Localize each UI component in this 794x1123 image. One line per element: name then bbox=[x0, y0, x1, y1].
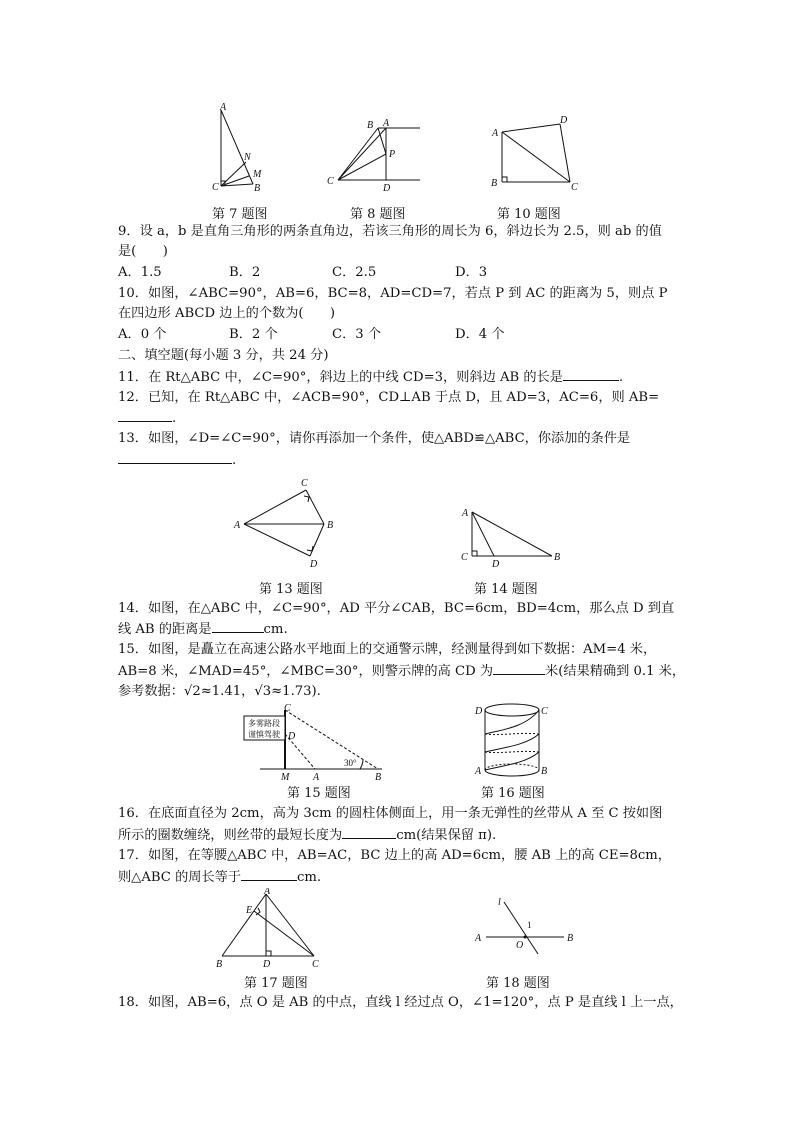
caption-figure-17: 第 17 题图 bbox=[244, 976, 308, 991]
q16-line2 bbox=[118, 826, 496, 845]
q10-option-d: D．4 个 bbox=[455, 327, 505, 342]
label-m: M bbox=[253, 169, 262, 180]
label-a: A bbox=[492, 128, 499, 139]
label-b: B bbox=[216, 959, 223, 970]
q12-answer-blank bbox=[118, 409, 172, 422]
q18-line1: 18．如图，AB=6，点 O 是 AB 的中点，直线 l 经过点 O，∠1=120°，点 P 是直线 l 上一点， bbox=[118, 995, 683, 1010]
label-b: B bbox=[367, 120, 374, 131]
q16-line1: 16．在底面直径为 2cm，高为 3cm 的圆柱体侧面上，用一条无弹性的丝带从 A 至 C 按如图 bbox=[118, 806, 663, 821]
q17-unit: cm. bbox=[297, 870, 322, 885]
q9-option-b: B．2 bbox=[229, 265, 261, 280]
label-d: D bbox=[263, 959, 271, 970]
q17-line2 bbox=[118, 868, 321, 887]
q15-line2 bbox=[118, 662, 685, 681]
label-l: l bbox=[498, 897, 501, 908]
label-b: B bbox=[541, 766, 548, 777]
q13-line2 bbox=[118, 451, 236, 470]
figure-8 bbox=[322, 114, 422, 194]
q15-text: AB=8 米，∠MAD=45°，∠MBC=30°，则警示牌的高 CD 为 bbox=[118, 664, 494, 679]
label-d: D bbox=[560, 115, 568, 126]
label-c: C bbox=[312, 959, 319, 970]
label-m: M bbox=[281, 772, 290, 782]
q9-option-a: A．1.5 bbox=[118, 265, 162, 280]
q11 bbox=[118, 368, 623, 387]
q15-line1: 15．如图，是矗立在高速公路水平地面上的交通警示牌，经测量得到如下数据：AM=4 米， bbox=[118, 642, 657, 657]
q14-line1: 14．如图，在△ABC 中，∠C=90°，AD 平分∠CAB，BC=6cm，BD=4cm，那么点 D 到直 bbox=[118, 601, 675, 616]
section-heading: 二、填空题(每小题 3 分，共 24 分) bbox=[118, 348, 329, 363]
label-b: B bbox=[554, 552, 561, 563]
label-a: A bbox=[462, 508, 469, 519]
figure-14 bbox=[456, 500, 576, 570]
label-o: O bbox=[516, 940, 524, 951]
figure-15 bbox=[240, 702, 390, 782]
label-a: A bbox=[475, 933, 482, 944]
label-b: B bbox=[375, 772, 382, 782]
figure-13 bbox=[228, 474, 348, 570]
label-n: N bbox=[244, 152, 251, 163]
q17-line1: 17．如图，在等腰△ABC 中，AB=AC，BC 边上的高 AD=6cm，腰 AB 上的高 CE=8cm， bbox=[118, 848, 671, 863]
figure-17 bbox=[208, 888, 332, 970]
q10-option-a: A．0 个 bbox=[118, 327, 167, 342]
label-angle-30: 30° bbox=[344, 758, 357, 768]
q11-text: 11．在 Rt△ABC 中，∠C=90°，斜边上的中线 CD=3，则斜边 AB 的长是 bbox=[118, 370, 563, 385]
label-d: D bbox=[492, 559, 500, 570]
caption-figure-13: 第 13 题图 bbox=[259, 582, 323, 597]
q14-answer-blank bbox=[212, 620, 264, 633]
q9-option-c: C．2.5 bbox=[332, 265, 377, 280]
caption-figure-14: 第 14 题图 bbox=[474, 582, 538, 597]
q17-text: 则△ABC 的周长等于 bbox=[118, 870, 242, 885]
q9-line1: 9．设 a，b 是直角三角形的两条直角边，若该三角形的周长为 6，斜边长为 2.5，则 ab 的值 bbox=[118, 224, 662, 239]
q14-unit: cm. bbox=[263, 622, 288, 637]
caption-figure-7: 第 7 题图 bbox=[212, 207, 268, 222]
label-c: C bbox=[571, 182, 578, 193]
label-b: B bbox=[567, 933, 574, 944]
q10-option-c: C．3 个 bbox=[332, 327, 382, 342]
label-c: C bbox=[284, 703, 291, 714]
label-a: A bbox=[313, 772, 320, 782]
figure-18 bbox=[470, 892, 580, 962]
label-e: E bbox=[246, 905, 253, 916]
q10-line2: 在四边形 ABCD 边上的个数为( ) bbox=[118, 306, 336, 321]
q12-line1: 12．已知，在 Rt△ABC 中，∠ACB=90°，CD⊥AB 于点 D，且 AD=3，AC=6，则 AB= bbox=[118, 390, 660, 405]
label-d: D bbox=[288, 731, 296, 742]
caption-figure-10: 第 10 题图 bbox=[497, 207, 561, 222]
q9-line2: 是( ) bbox=[118, 244, 168, 259]
q17-answer-blank bbox=[241, 868, 297, 881]
q14-line2 bbox=[118, 620, 288, 639]
label-c: C bbox=[301, 478, 308, 489]
q11-end: . bbox=[618, 370, 624, 385]
label-b: B bbox=[327, 520, 334, 531]
caption-figure-16: 第 16 题图 bbox=[481, 786, 545, 801]
q12-line2 bbox=[118, 409, 176, 428]
caption-figure-18: 第 18 题图 bbox=[486, 976, 550, 991]
q10-line1: 10．如图，∠ABC=90°，AB=6，BC=8，AD=CD=7，若点 P 到 AC 的距离为 5，则点 P bbox=[118, 286, 668, 301]
sign-text-line2: 谨慎驾驶 bbox=[248, 730, 280, 739]
label-c: C bbox=[327, 176, 334, 187]
q9-option-d: D．3 bbox=[455, 265, 488, 280]
q15-answer-blank bbox=[493, 662, 545, 675]
caption-figure-8: 第 8 题图 bbox=[350, 207, 406, 222]
q13-line1: 13．如图，∠D=∠C=90°，请你再添加一个条件，使△ABD≌△ABC，你添加的条件是 bbox=[118, 431, 631, 446]
label-c: C bbox=[541, 706, 548, 717]
q14-text: 线 AB 的距离是 bbox=[118, 622, 212, 637]
q15-line3: 参考数据：√2≈1.41，√3≈1.73). bbox=[118, 684, 321, 699]
label-d: D bbox=[475, 706, 483, 717]
label-c: C bbox=[212, 182, 219, 193]
label-c: C bbox=[461, 552, 468, 563]
q13-end: . bbox=[232, 453, 237, 468]
label-d: D bbox=[310, 559, 318, 570]
label-d: D bbox=[383, 183, 391, 194]
q11-answer-blank bbox=[563, 368, 619, 381]
label-p: P bbox=[389, 149, 396, 160]
q12-end: . bbox=[172, 411, 177, 426]
label-a: A bbox=[383, 118, 390, 129]
q16-answer-blank bbox=[342, 826, 396, 839]
q16-text-after: cm(结果保留 π). bbox=[396, 828, 497, 843]
label-angle-1: 1 bbox=[527, 920, 532, 930]
figure-7 bbox=[208, 102, 272, 194]
label-b: B bbox=[254, 183, 261, 194]
label-a: A bbox=[234, 520, 241, 531]
sign-text-line1: 多雾路段 bbox=[248, 719, 280, 728]
figure-16 bbox=[470, 700, 554, 784]
label-a: A bbox=[220, 102, 227, 113]
q16-text: 所示的圈数缠绕，则丝带的最短长度为 bbox=[118, 828, 343, 843]
q13-answer-blank bbox=[118, 451, 232, 464]
label-a: A bbox=[264, 888, 271, 897]
q15-text-after: 米(结果精确到 0.1 米， bbox=[545, 664, 686, 679]
figure-10 bbox=[486, 110, 586, 194]
q10-option-b: B．2 个 bbox=[229, 327, 278, 342]
label-a: A bbox=[475, 766, 482, 777]
label-b: B bbox=[491, 178, 498, 189]
caption-figure-15: 第 15 题图 bbox=[287, 786, 351, 801]
